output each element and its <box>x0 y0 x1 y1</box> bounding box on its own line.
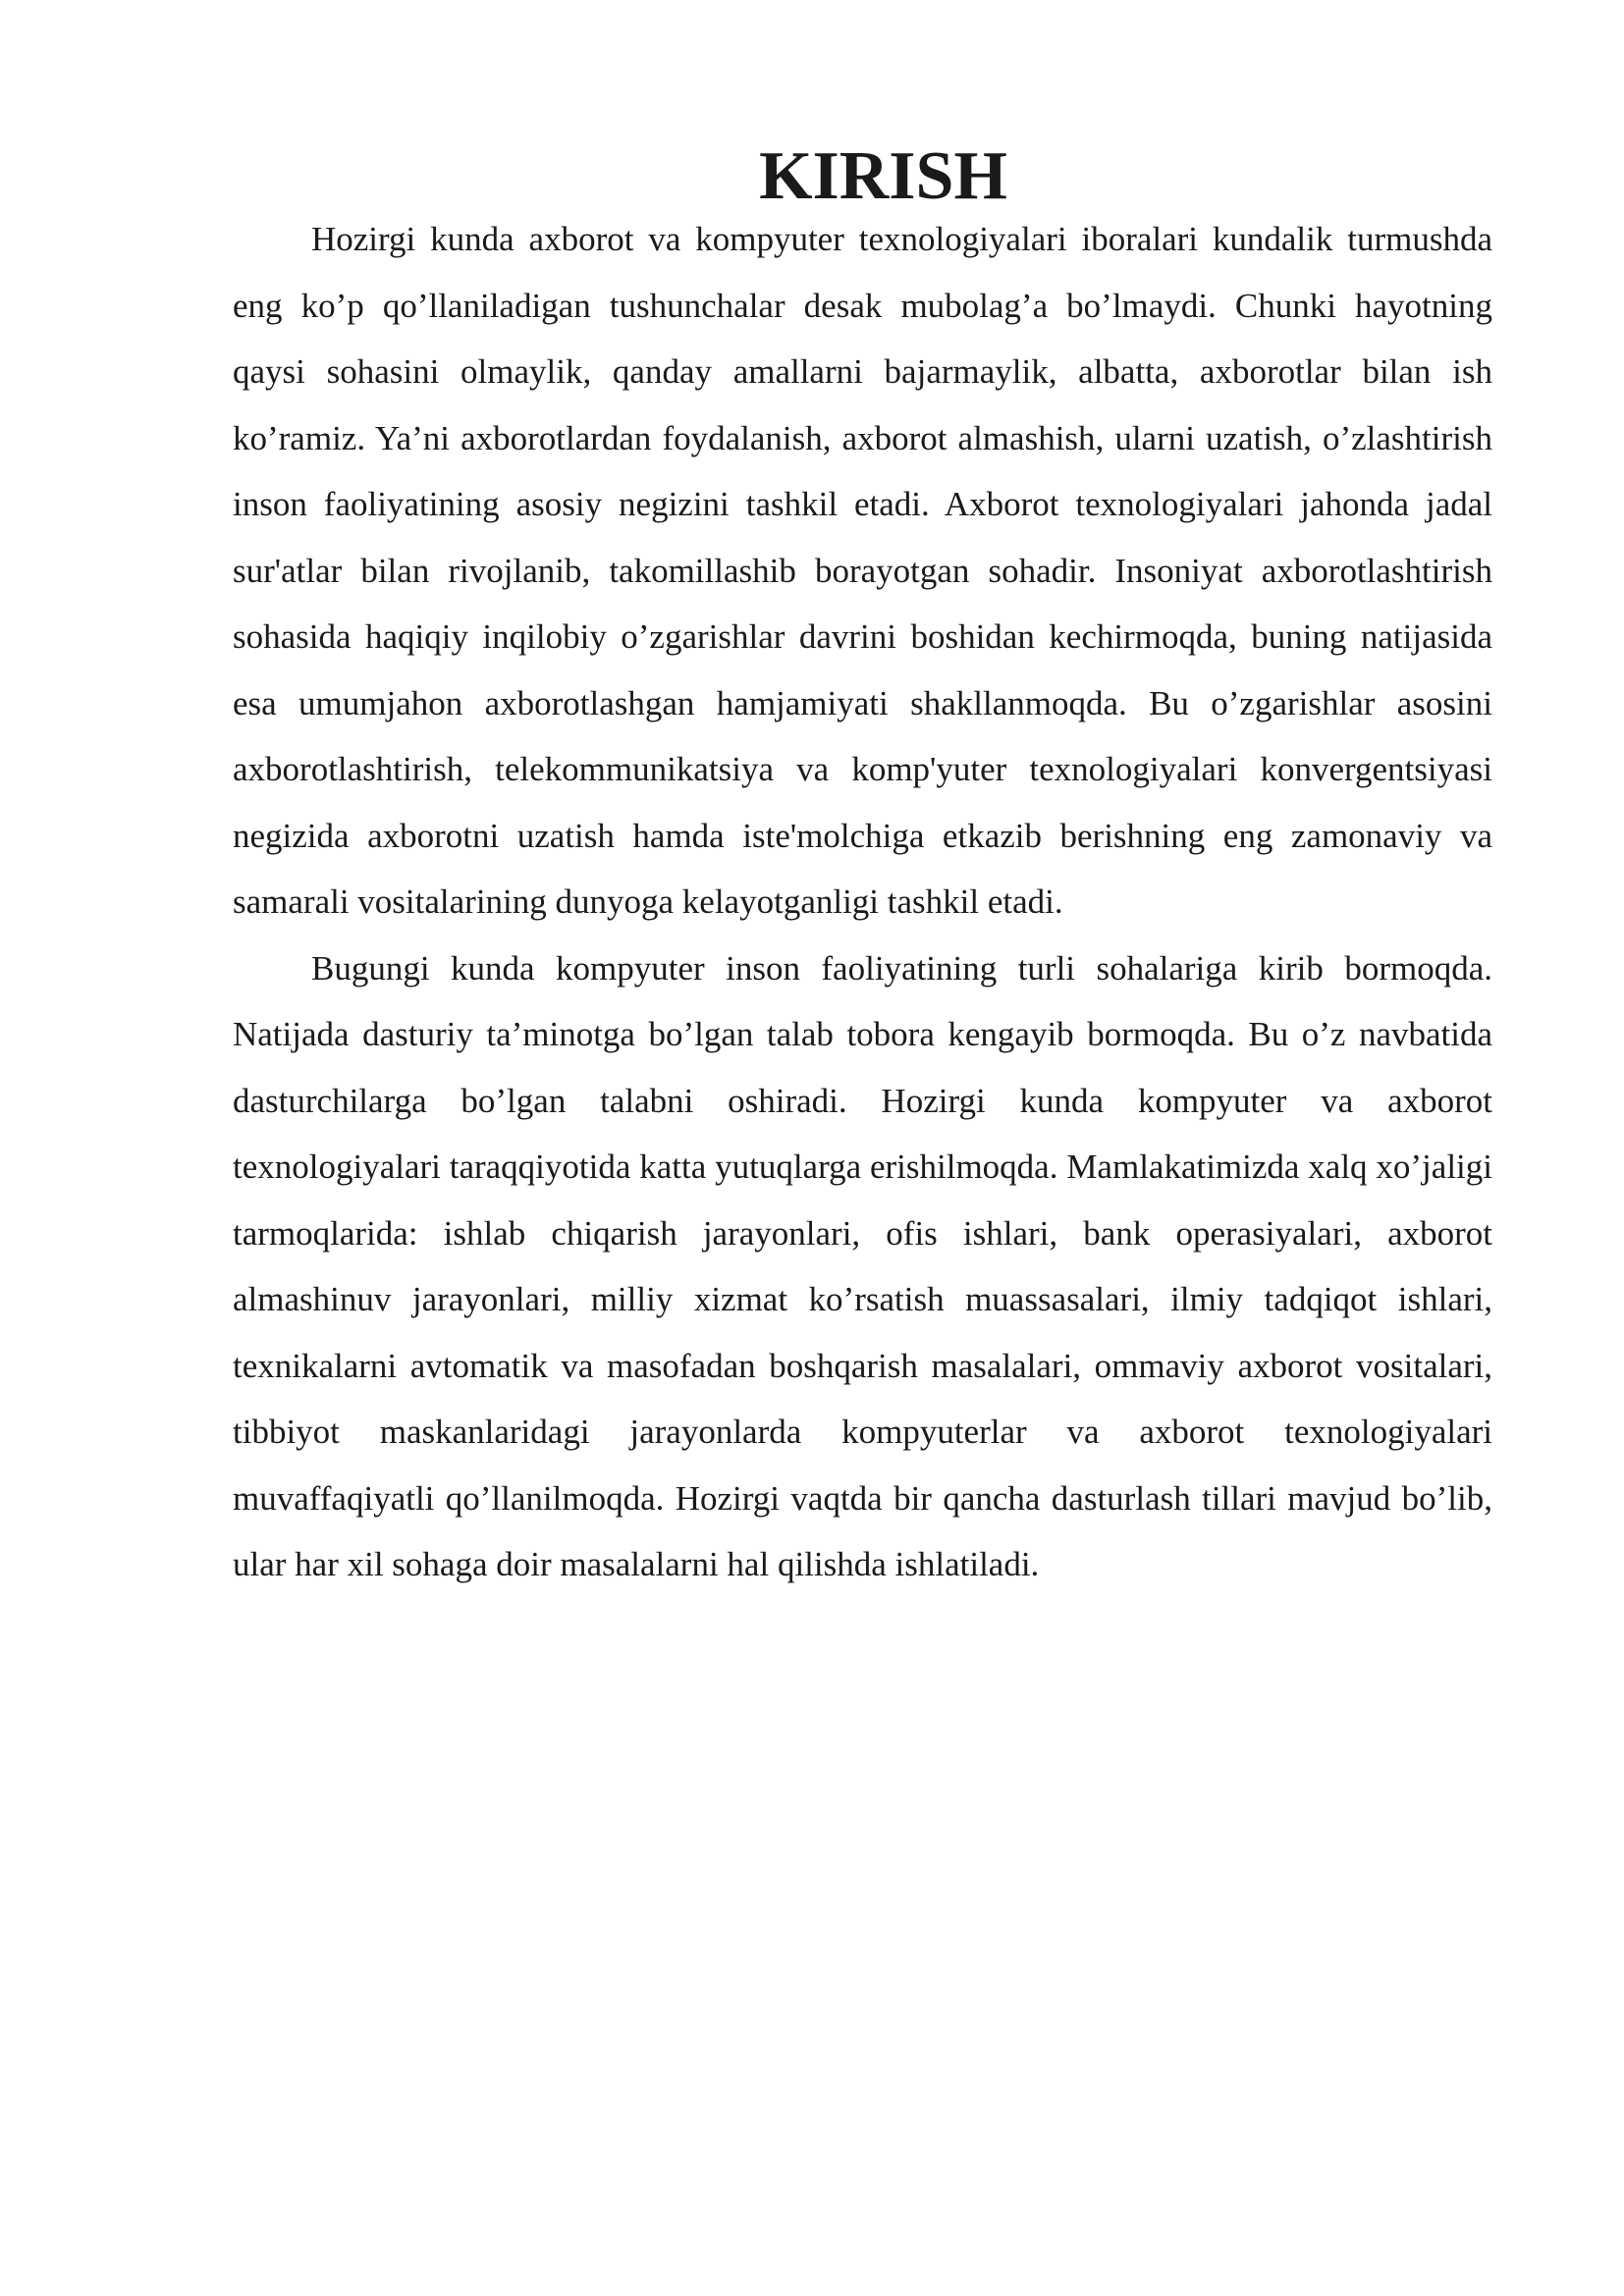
paragraph-computers: Bugungi kunda kompyuter inson faoliyatining turli sohalariga kirib bormoqda. Natijada dasturiy ta’minotga bo’lgan talab tobora kengayib bormoqda. Bu o’z navbatida dasturchilarga bo’lgan talabni oshiradi. Hozirgi kunda kompyuter va axborot texnologiyalari taraqqiyotida katta yutuqlarga erishilmoqda. Mamlakatimizda xalq xo’jaligi tarmoqlarida: ishlab chiqarish jarayonlari, ofis ishlari, bank operasiyalari, axborot almashinuv jarayonlari, milliy xizmat ko’rsatish muassasalari, ilmiy tadqiqot ishlari, texnikalarni avtomatik va masofadan boshqarish masalalari, ommaviy axborot vositalari, tibbiyot maskanlaridagi jarayonlarda kompyuterlar va axborot texnologiyalari muvaffaqiyatli qo’llanilmoqda. Hozirgi vaqtda bir qancha dasturlash tillari mavjud bo’lib, ular har xil sohaga doir masalalarni hal qilishda ishlatiladi. <box>233 948 1492 1583</box>
document-body <box>233 138 1492 1598</box>
paragraph-intro: Hozirgi kunda axborot va kompyuter texnologiyalari iboralari kundalik turmushda eng ko’p qo’llaniladigan tushunchalar desak mubolag’a bo’lmaydi. Chunki hayotning qaysi sohasini olmaylik, qanday amallarni bajarmaylik, albatta, axborotlar bilan ish ko’ramiz. Ya’ni axborotlardan foydalanish, axborot almashish, ularni uzatish, o’zlashtirish inson faoliyatining asosiy negizini tashkil etadi. Axborot texnologiyalari jahonda jadal sur'atlar bilan rivojlanib, takomillashib borayotgan sohadir. Insoniyat axborotlashtirish sohasida haqiqiy inqilobiy o’zgarishlar davrini boshidan kechirmoqda, buning natijasida esa umumjahon axborotlashgan hamjamiyati shakllanmoqda. Bu o’zgarishlar asosini axborotlashtirish, telekommunikatsiya va komp'yuter texnologiyalari konvergentsiyasi negizida axborotni uzatish hamda iste'molchiga etkazib berishning eng zamonaviy va samarali vositalarining dunyoga kelayotganligi tashkil etadi. <box>233 220 1492 921</box>
page-title: KIRISH <box>759 138 1007 214</box>
